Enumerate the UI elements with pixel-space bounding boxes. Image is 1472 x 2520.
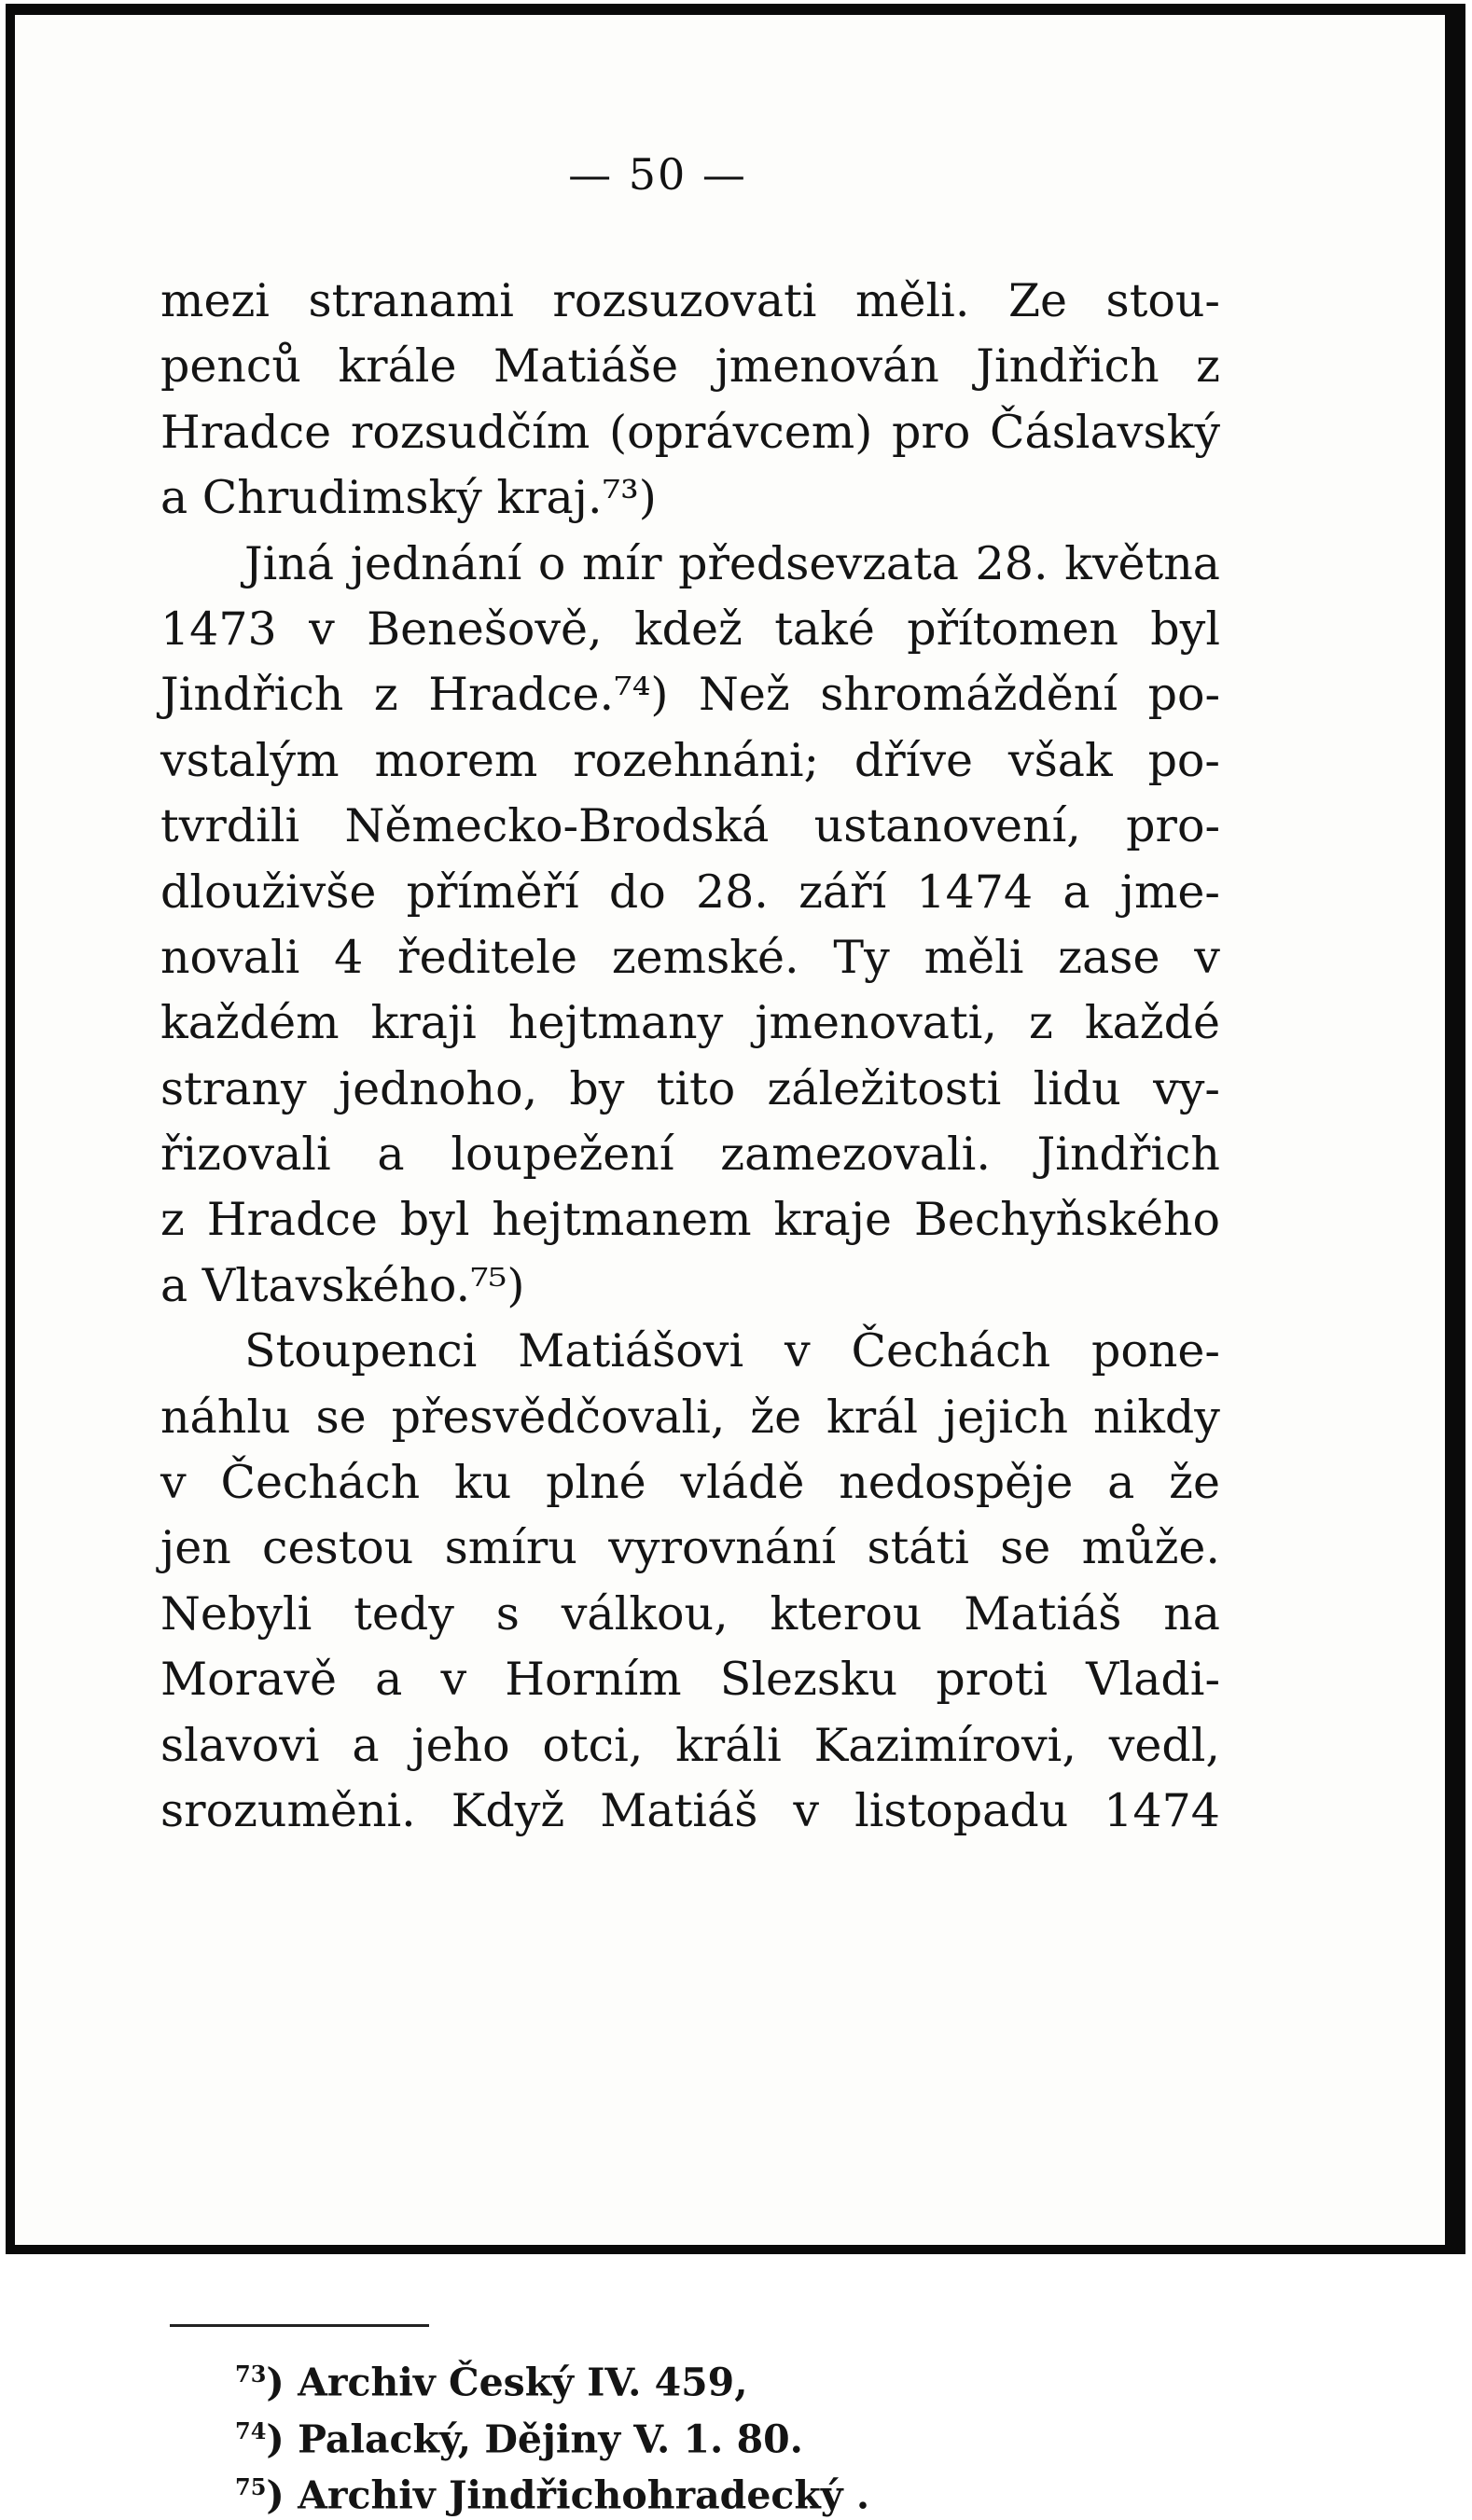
footnote-rule <box>170 2324 429 2327</box>
footnote-marker: 73 <box>235 2361 267 2388</box>
text-line: slavovi a jeho otci, králi Kazimírovi, vedl, <box>160 1718 1220 1772</box>
text-line: řizovali a loupežení zamezovali. Jindřich <box>160 1128 1220 1182</box>
footnote-text: Archiv Jindřichohradecký . <box>298 2472 870 2518</box>
body-text <box>160 269 1220 1844</box>
text-line: penců krále Matiáše jmenován Jindřich z <box>160 339 1220 394</box>
text-line: a Chrudimský kraj.⁷³) <box>160 471 657 525</box>
footnote-marker: 74 <box>235 2416 267 2444</box>
text-line: vstalým morem rozehnáni; dříve však po- <box>160 733 1220 787</box>
text-line: z Hradce byl hejtmanem kraje Bechyňského <box>160 1193 1220 1247</box>
page-number: — 50 — <box>568 149 747 200</box>
footnote-text: Palacký, Dějiny V. 1. 80. <box>298 2416 803 2462</box>
text-line: tvrdili Německo-Brodská ustanovení, pro- <box>160 799 1220 853</box>
text-line: 1473 v Benešově, kdež také přítomen byl <box>160 602 1220 656</box>
text-line: každém kraji hejtmany jmenovati, z každé <box>160 996 1220 1050</box>
text-line: náhlu se přesvědčovali, že král jejich nikdy <box>160 1390 1220 1444</box>
text-line: Jindřich z Hradce.⁷⁴) Než shromáždění po- <box>160 668 1220 722</box>
footnote: $^{73}$) Archiv Český IV. 459, <box>235 2360 748 2405</box>
footnote-text: Archiv Český IV. 459, <box>298 2360 748 2405</box>
text-line: novali 4 ředitele zemské. Ty měli zase v <box>160 930 1220 984</box>
text-line: Nebyli tedy s válkou, kterou Matiáš na <box>160 1586 1220 1641</box>
text-line: Hradce rozsudčím (oprávcem) pro Čáslavský <box>160 405 1220 459</box>
text-line: Jiná jednání o mír předsevzata 28. května <box>244 536 1220 590</box>
footnote: $^{75}$) Archiv Jindřichohradecký . <box>235 2472 870 2518</box>
text-line: a Vltavského.⁷⁵) <box>160 1258 525 1312</box>
text-line: v Čechách ku plné vládě nedospěje a že <box>160 1456 1220 1510</box>
footnotes <box>235 2350 869 2520</box>
text-line: jen cestou smíru vyrovnání státi se může. <box>160 1521 1220 1575</box>
text-line: Stoupenci Matiášovi v Čechách pone- <box>244 1324 1220 1378</box>
text-line: dlouživše příměří do 28. září 1474 a jme- <box>160 865 1220 919</box>
text-line: srozuměni. Když Matiáš v listopadu 1474 <box>160 1783 1220 1837</box>
text-line: strany jednoho, by tito záležitosti lidu vy- <box>160 1061 1220 1115</box>
footnote-marker: 75 <box>235 2473 267 2501</box>
footnote: $^{74}$) Palacký, Dějiny V. 1. 80. <box>235 2416 803 2462</box>
text-line: mezi stranami rozsuzovati měli. Ze stou- <box>160 274 1220 327</box>
text-line: Moravě a v Horním Slezsku proti Vladi- <box>160 1653 1220 1707</box>
